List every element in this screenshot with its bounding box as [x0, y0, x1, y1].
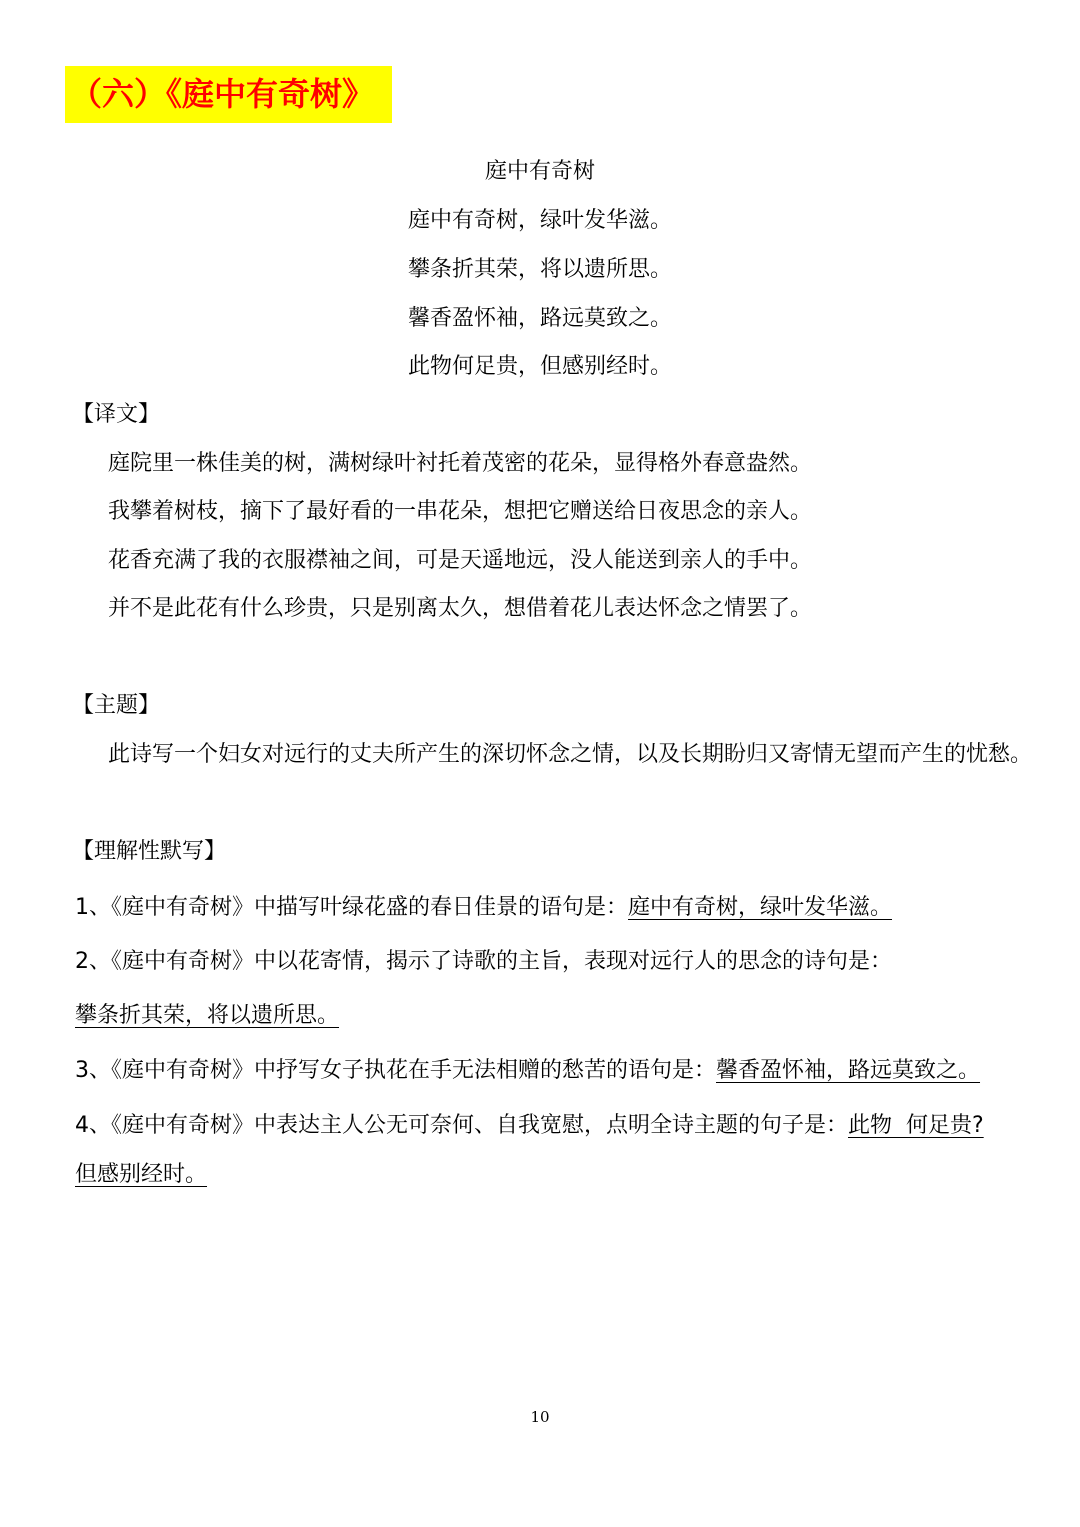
dictation-answer: 攀条折其荣，将以遗所思。 [75, 1003, 340, 1028]
poem-line: 馨香盈怀袖，路远莫致之。 [407, 306, 672, 331]
theme-text: 此诗写一个妇女对远行的丈夫所产生的深切怀念之情，以及长期盼归又寄情无望而产生的忧愁。 [108, 742, 1033, 767]
translation-heading: 【译文】 [72, 402, 161, 427]
translation-line: 我攀着树枝，摘下了最好看的一串花朵，想把它赠送给日夜思念的亲人。 [108, 499, 813, 524]
dictation-question: 2、《庭中有奇树》中以花寄情，揭示了诗歌的主旨，表现对远行人的思念的诗句是： [75, 949, 892, 974]
section-title: （六）《庭中有奇树》 [70, 75, 375, 113]
page-number: 10 [530, 1408, 550, 1426]
dictation-answer: 馨香盈怀袖，路远莫致之。 [716, 1058, 981, 1083]
poem-line: 庭中有奇树，绿叶发华滋。 [407, 208, 672, 233]
poem-title: 庭中有奇树 [484, 159, 595, 184]
dictation-item-4-answer-line [75, 1160, 207, 1190]
dictation-question: 1、《庭中有奇树》中描写叶绿花盛的春日佳景的语句是： [75, 895, 628, 920]
dictation-question: 3、《庭中有奇树》中抒写女子执花在手无法相赠的愁苦的语句是： [75, 1058, 716, 1083]
dictation-answer: 此物 何足贵? [848, 1113, 984, 1138]
dictation-item-4 [75, 1111, 984, 1141]
dictation-item-2 [75, 947, 892, 977]
dictation-item-3 [75, 1056, 980, 1086]
dictation-answer: 庭中有奇树，绿叶发华滋。 [628, 895, 893, 920]
translation-line: 庭院里一株佳美的树，满树绿叶衬托着茂密的花朵，显得格外春意盎然。 [108, 451, 813, 476]
theme-heading: 【主题】 [72, 693, 161, 718]
dictation-heading: 【理解性默写】 [72, 839, 227, 864]
translation-line: 并不是此花有什么珍贵，只是别离太久，想借着花儿表达怀念之情罢了。 [108, 596, 813, 621]
translation-line: 花香充满了我的衣服襟袖之间，可是天遥地远，没人能送到亲人的手中。 [108, 548, 813, 573]
dictation-item-1 [75, 893, 892, 923]
dictation-question: 4、《庭中有奇树》中表达主人公无可奈何、自我宽慰，点明全诗主题的句子是： [75, 1113, 848, 1138]
poem-line: 攀条折其荣，将以遗所思。 [407, 257, 672, 282]
poem-line: 此物何足贵，但感别经时。 [407, 354, 672, 379]
dictation-item-2-answer-line [75, 1001, 339, 1031]
dictation-answer: 但感别经时。 [75, 1162, 208, 1187]
